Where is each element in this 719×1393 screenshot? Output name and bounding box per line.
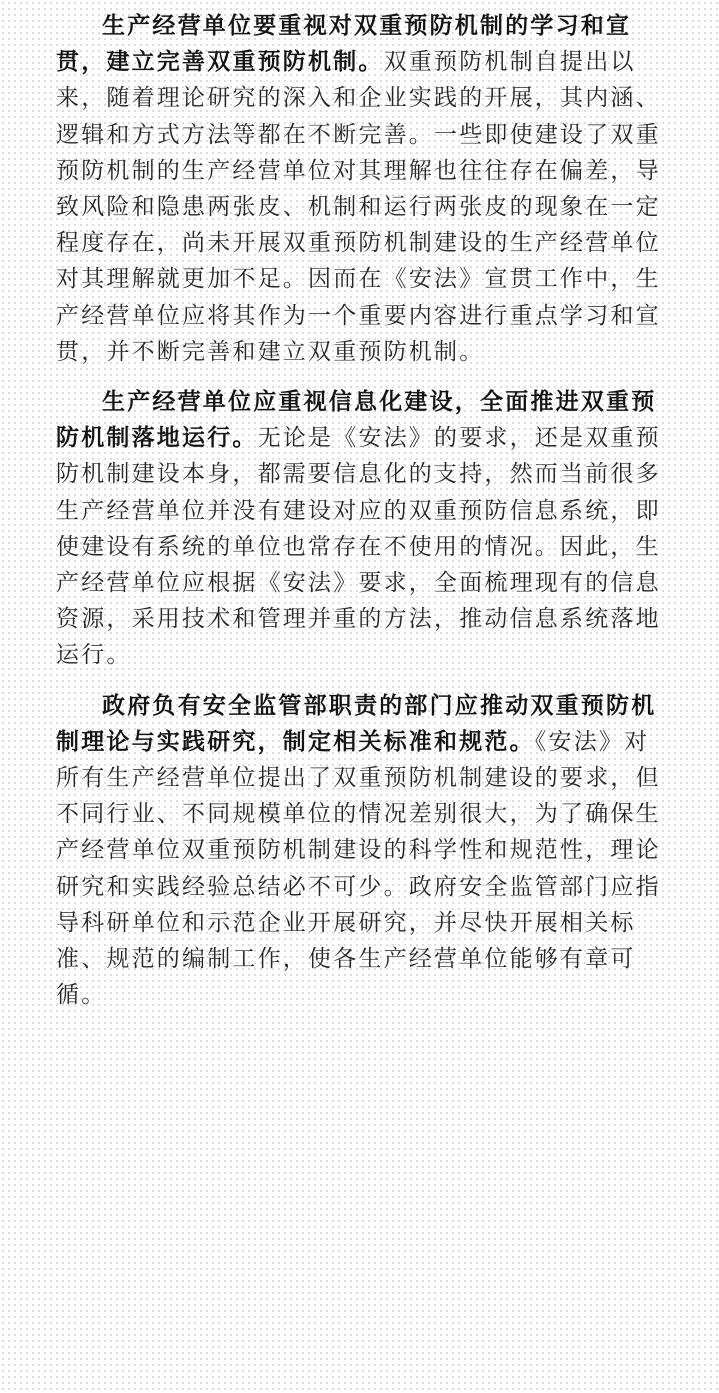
paragraph-body-text: 双重预防机制自提出以来，随着理论研究的深入和企业实践的开展，其内涵、逻辑和方式方法等都在不断完善。一些即使建设了双重预防机制的生产经营单位对其理解也往往存在偏差，导致风险和隐患两张皮、机制和运行两张皮的现象在一定程度存在，尚未开展双重预防机制建设的生产经营单位对其理解就更加不足。因而在《安法》宣贯工作中，生产经营单位应将其作为一个重要内容进行重点学习和宣贯，并不断完善和建立双重预防机制。 [56, 49, 661, 365]
article-body [56, 8, 666, 1027]
paragraph-lead-bold: 生产经营单位要重视对双重预防机制的学习和宣贯，建立完善双重预防机制。 [56, 13, 632, 76]
paragraph-lead-bold: 政府负有安全监管部职责的部门应推动双重预防机制理论与实践研究，制定相关标准和规范。 [56, 692, 657, 755]
paragraph-government-standards [56, 688, 666, 1014]
paragraph-lead-bold: 生产经营单位应重视信息化建设，全面推进双重预防机制落地运行。 [56, 389, 657, 452]
paragraph-learning-publicity [56, 8, 666, 370]
paragraph-body-text: 《安法》对所有生产经营单位提出了双重预防机制建设的要求，但不同行业、不同规模单位的情况差别很大，为了确保生产经营单位双重预防机制建设的科学性和规范性，理论研究和实践经验总结必不可少。政府安全监管部门应指导科研单位和示范企业开展研究，并尽快开展相关标准、规范的编制工作，使各生产经营单位能够有章可循。 [56, 728, 661, 1009]
paragraph-body-text: 无论是《安法》的要求，还是双重预防机制建设本身，都需要信息化的支持，然而当前很多生产经营单位并没有建设对应的双重预防信息系统，即使建设有系统的单位也常存在不使用的情况。因此，生产经营单位应根据《安法》要求，全面梳理现有的信息资源，采用技术和管理并重的方法，推动信息系统落地运行。 [56, 425, 661, 669]
paragraph-informatization [56, 384, 666, 674]
